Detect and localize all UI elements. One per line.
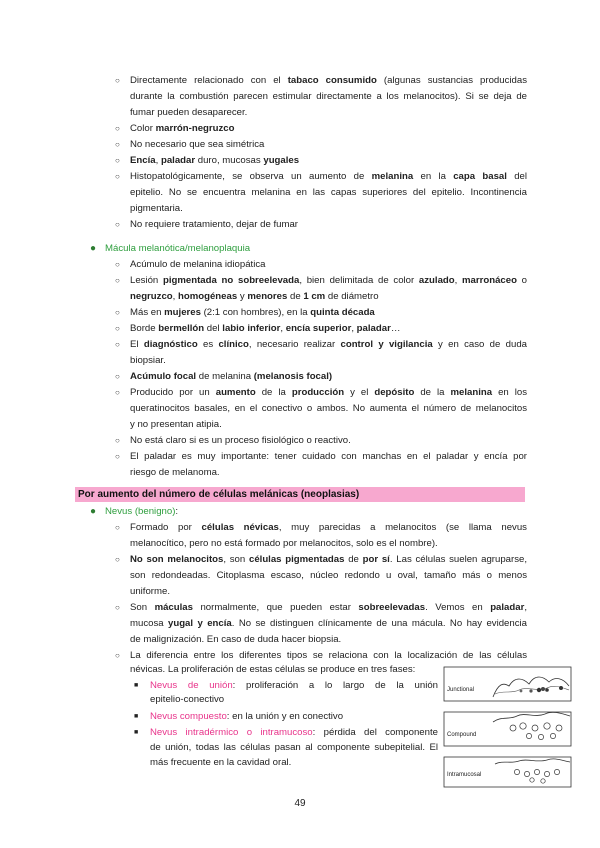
list-item-line: Histopatológicamente, se observa un aumento de melanina en la capa basal del [130, 171, 528, 182]
list-item-line: La diferencia entre los diferentes tipos se relaciona con la localización de las células [130, 650, 527, 661]
list-bullet: ○ [115, 308, 120, 317]
list-bullet: ○ [115, 555, 120, 564]
list-item: No requiere tratamiento, dejar de fumar [130, 219, 298, 230]
list-bullet: ○ [115, 603, 120, 612]
list-item-line: de malignización. En caso de duda hacer biopsia. [130, 634, 342, 645]
list-item-line: riesgo de melanoma. [130, 467, 220, 478]
list-bullet: ○ [115, 436, 120, 445]
list-item-line: Nevus de unión: proliferación a lo largo de la unión [150, 680, 438, 691]
list-item-line: El paladar es muy importante: tener cuidado con manchas en el paladar y encía por [130, 451, 527, 462]
intramucosal-panel [444, 757, 571, 787]
list-item-line: mucosa yugal y encía. No se distinguen clínicamente de una mácula. No hay evidencia [130, 618, 527, 629]
list-bullet: ○ [115, 140, 120, 149]
list-item: Encía, paladar duro, mucosas yugales [130, 155, 300, 166]
list-bullet: ○ [115, 452, 120, 461]
list-bullet: ○ [115, 76, 120, 85]
list-item-line: névicas. La proliferación de estas células se produce en tres fases: [130, 664, 416, 675]
list-item-line: Lesión pigmentada no sobreelevada, bien delimitada de color azulado, marronáceo o [130, 275, 528, 286]
section-title: Por aumento del número de células melánicas (neoplasias) [78, 489, 360, 500]
list-item-line: fumar pueden desaparecer. [130, 107, 248, 118]
list-item: No necesario que sea simétrica [130, 139, 265, 150]
list-bullet: ○ [115, 220, 120, 229]
list-item: Acúmulo de melanina idiopática [130, 259, 266, 270]
compound-label: Compound [447, 732, 477, 738]
list-bullet: ○ [115, 276, 120, 285]
list-item-line: El diagnóstico es clínico, necesario realizar control y vigilancia y en caso de duda [130, 339, 528, 350]
list-item: Borde bermellón del labio inferior, encía superior, paladar… [130, 323, 401, 334]
nevus-types-diagram [443, 664, 573, 789]
list-item: Acúmulo focal de melanina (melanosis focal) [130, 371, 333, 382]
list-item-line: son redondeadas. Citoplasma escaso, núcleo redondo u oval, tamaño más o menos [130, 570, 527, 581]
junctional-panel [444, 667, 571, 701]
list-bullet: ■ [134, 729, 139, 736]
list-bullet: ■ [134, 713, 139, 720]
list-item-line: Directamente relacionado con el tabaco consumido (algunas sustancias producidas [130, 75, 527, 86]
list-item-line: de unión, todas las células pasan al componente subepitelial. El [150, 742, 438, 753]
page-number: 49 [294, 798, 306, 809]
list-bullet: ○ [115, 172, 120, 181]
list-item-line: epitelio. No se encuentra melanina en las capas superiores del epitelio. Incontinencia [130, 187, 527, 198]
list-item-line: negruzco, homogéneas y menores de 1 cm de diámetro [130, 291, 379, 302]
list-item-line: Producido por un aumento de la producción y el depósito de la melanina en los [130, 387, 528, 398]
list-item-line: Formado por células névicas, muy parecidas a melanocitos (se llama nevus [130, 522, 527, 533]
list-bullet: ○ [115, 324, 120, 333]
list-item-line: más frecuente en la cavidad oral. [150, 757, 292, 768]
list-item-line: No son melanocitos, son células pigmentadas de por sí. Las células suelen agruparse, [130, 554, 528, 565]
nevus-heading: Nevus (benigno): [105, 506, 179, 517]
list-item: Color marrón-negruzco [130, 123, 235, 134]
list-item-line: queratinocitos basales, en el conectivo o ambos. No aumenta el número de melanocitos [130, 403, 527, 414]
list-item-line: Son máculas normalmente, que pueden estar sobreelevadas. Vemos en paladar, [130, 602, 527, 613]
intramucosal-label: Intramucosal [447, 772, 482, 778]
list-item-line: Nevus intradérmico o intramucoso: pérdida del componente [150, 727, 438, 738]
nevus-diagram-svg [443, 664, 573, 789]
list-item: Más en mujeres (2:1 con hombres), en la quinta década [130, 307, 375, 318]
list-bullet: ■ [134, 682, 139, 689]
list-bullet: ○ [115, 388, 120, 397]
list-bullet: ● [90, 243, 97, 254]
macula-heading: Mácula melanótica/melanoplaquia [105, 243, 251, 254]
list-item-line: y no presentan atipia. [130, 419, 222, 430]
list-bullet: ○ [115, 124, 120, 133]
list-item-line: pigmentaria. [130, 203, 183, 214]
list-bullet: ○ [115, 260, 120, 269]
list-bullet: ● [90, 506, 97, 517]
list-item-line: biopsiar. [130, 355, 166, 366]
list-item-line: durante la combustión parecen estimular directamente a los melanocitos). Si se deja de [130, 91, 527, 102]
list-item: No está claro si es un proceso fisiológico o reactivo. [130, 435, 351, 446]
list-item-line: epitelio-conectivo [150, 694, 225, 705]
list-bullet: ○ [115, 523, 120, 532]
compound-panel [444, 712, 571, 746]
list-item-line: uniforme. [130, 586, 170, 597]
list-bullet: ○ [115, 340, 120, 349]
list-item-line: melanocítico, pero no está formado por melanocitos, solo es el nombre). [130, 538, 438, 549]
list-bullet: ○ [115, 372, 120, 381]
list-item: Nevus compuesto: en la unión y en conectivo [150, 711, 344, 722]
junctional-label: Junctional [447, 687, 475, 693]
list-bullet: ○ [115, 651, 120, 660]
list-bullet: ○ [115, 156, 120, 165]
